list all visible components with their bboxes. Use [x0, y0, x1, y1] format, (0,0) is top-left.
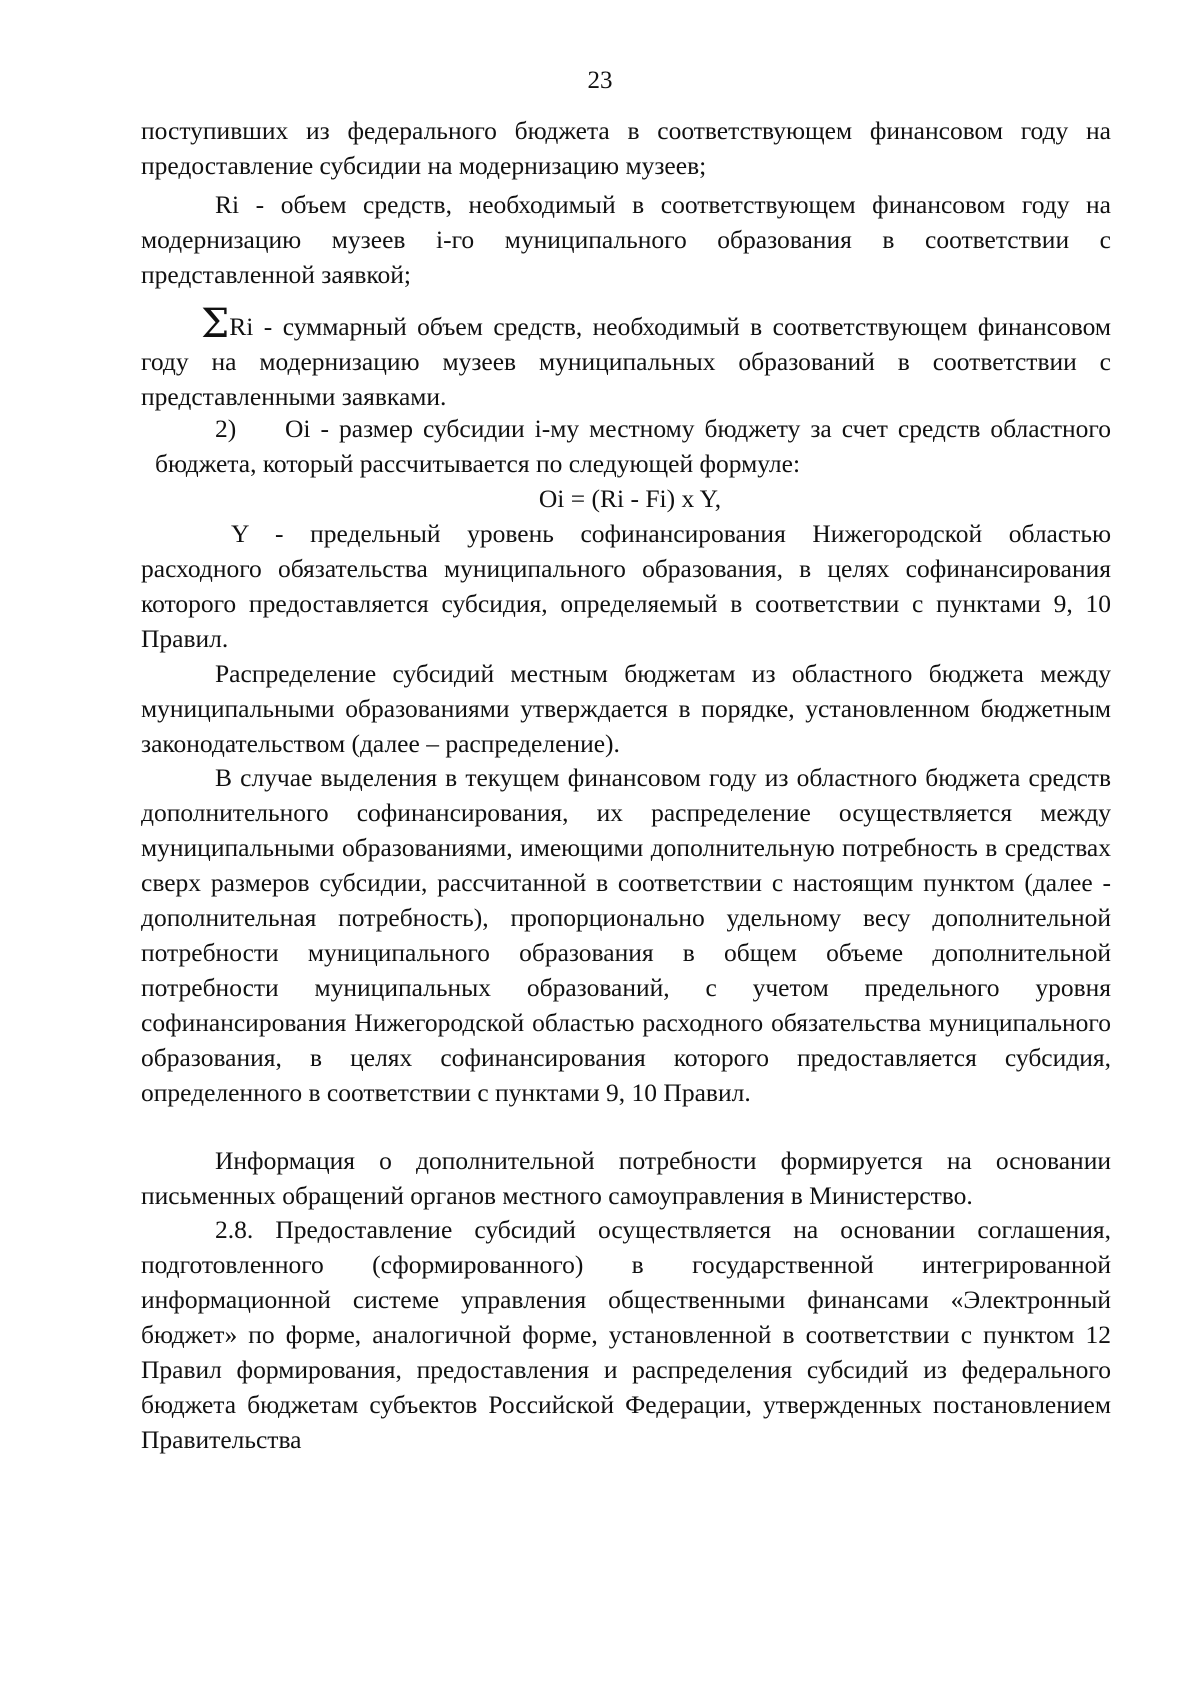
sigma-symbol: Σ	[201, 301, 230, 347]
paragraph-ri-definition: Ri - объем средств, необходимый в соответствующем финансовом году на модернизацию музеев i-го муниципального образования в соответствии с представленной заявкой;	[141, 190, 1111, 289]
list-item-text: Oi - размер субсидии i-му местному бюджету за счет средств областного бюджета, который рассчитывается по следующей формуле:	[155, 414, 1111, 478]
formula: Oi = (Ri - Fi) x Y,	[538, 484, 722, 513]
paragraph-additional-cofinancing: В случае выделения в текущем финансовом году из областного бюджета средств дополнительного софинансирования, их распределение осуществляется между муниципальными образованиями, имеющими дополнительную потребность в средствах сверх размеров субсидии, рассчитанной в соответствии с настоящим пунктом (далее - дополнительная потребность), пропорционально удельному весу дополнительной потребности муниципального образования в общем объеме дополнительной потребности муниципальных образований, с учетом предельного уровня софинансирования Нижегородской областью расходного обязательства муниципального образования, в целях софинансирования которого предоставляется субсидия, определенного в соответствии с пунктами 9, 10 Правил.	[141, 763, 1111, 1107]
paragraph-continuation: поступивших из федерального бюджета в соответствующем финансовом году на предоставление субсидии на модернизацию музеев;	[141, 116, 1111, 180]
paragraph-2-8: 2.8. Предоставление субсидий осуществляется на основании соглашения, подготовленного (сформированного) в государственной интегрированной информационной системе управления общественными финансами «Электронный бюджет» по форме, аналогичной форме, установленной в соответствии с пунктом 12 Правил формирования, предоставления и распределения субсидий из федерального бюджета бюджетам субъектов Российской Федерации, утвержденных постановлением Правительства	[141, 1215, 1111, 1454]
list-item-number: 2)	[215, 414, 237, 443]
list-item-2	[155, 411, 1111, 481]
paragraph-sum-ri-definition	[141, 301, 1111, 414]
sum-ri-text: Ri - суммарный объем средств, необходимый в соответствующем финансовом году на модернизацию музеев муниципальных образований в соответствии с представленными заявками.	[141, 312, 1111, 411]
page-number: 23	[587, 67, 613, 94]
paragraph-additional-need-info: Информация о дополнительной потребности формируется на основании письменных обращений органов местного самоуправления в Министерство.	[141, 1146, 1111, 1210]
paragraph-distribution: Распределение субсидий местным бюджетам из областного бюджета между муниципальными образованиями утверждается в порядке, установленном бюджетным законодательством (далее – распределение).	[141, 659, 1111, 758]
paragraph-y-definition: Y - предельный уровень софинансирования Нижегородской областью расходного обязательства муниципального образования, в целях софинансирования которого предоставляется субсидия, определяемый в соответствии с пунктами 9, 10 Правил.	[141, 519, 1111, 653]
